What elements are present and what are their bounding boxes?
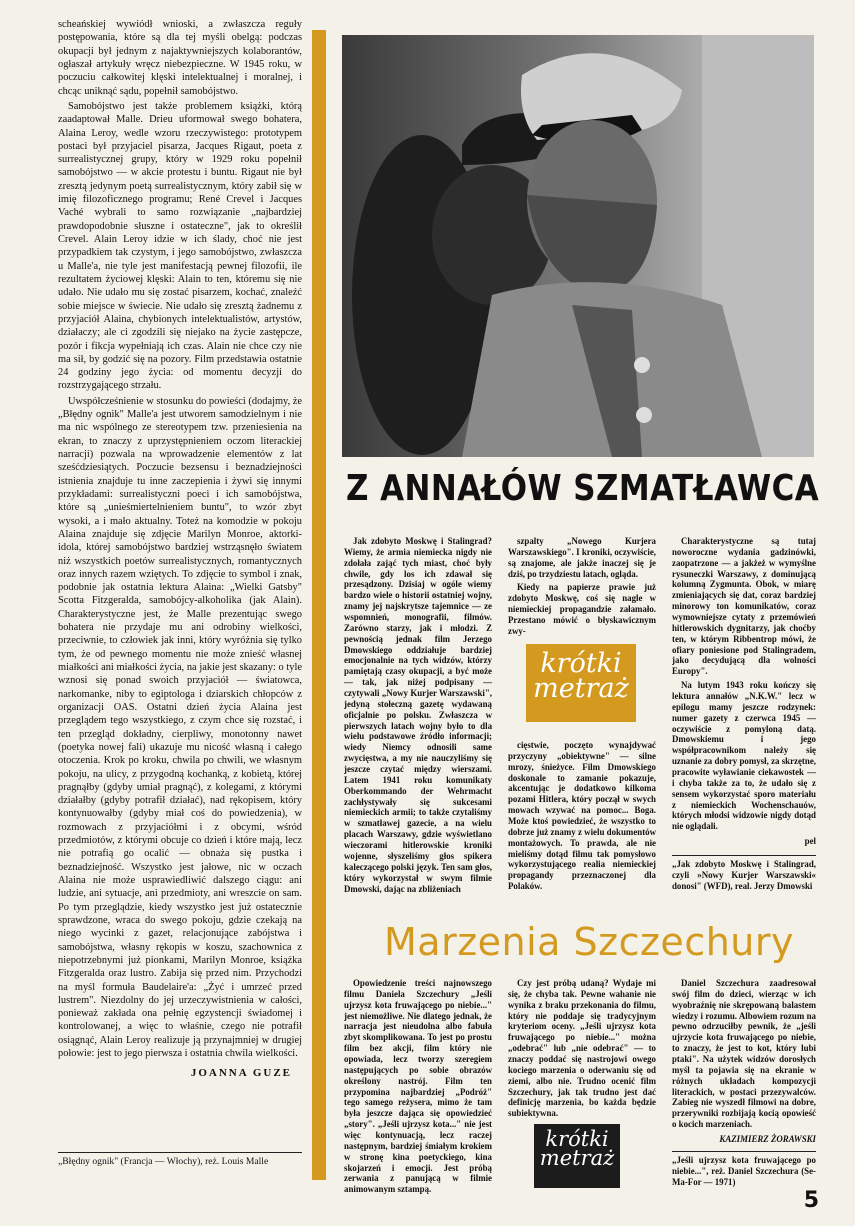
article-headline: Z ANNAŁÓW SZMATŁAWCA: [346, 468, 820, 509]
article1-column3: [672, 536, 816, 892]
short-film-badge: [526, 644, 636, 722]
paragraph: Daniel Szczechura zaadresował swój film do dzieci, wierząc w ich wyobraźnię nie skrępowaną balastem wiedzy i rozumu. Albowiem rozum na pewno odrzuciłby pewnik, że „jeśli ujrzycie kota fruwającego po niebie, to znaczy, że jest to kot, który lubi ptaki". Na użytek widzów dorosłych myśl ta pojawia się na ekranie w różnych układach kompozycji literackich, w postaci przezywalców. Zabieg nie wyszedł filmowi na dobre, przerywniki rozbijają kocią opowieść o kocich marzeniach.: [672, 978, 816, 1130]
paragraph: Na lutym 1943 roku kończy się lektura annałów „N.K.W." lecz w epilogu mamy jeszcze rodzynek: numer gazety z czerwca 1945 — oczywiście z pomyloną datą. Dmowskiemu i jego współpracownikom należy się uznanie za dobry pomysł, za skrzętne, pracowite wyławianie ciekawostek — i chyba także za to, że udało się z sensem wykorzystać sporo materiału z niemieckich Wochenschauów, których młodsi widzowie nigdy dotąd nie oglądali.: [672, 680, 816, 832]
left-article: [58, 18, 302, 1080]
paragraph: Charakterystyczne są tutaj noworoczne wydania gadzinówki, zaopatrzone — a jakżeż w wymyślne rysuneczki Warszawy, z dominującą kolumną Zygmunta. Obok, w miarę zmieniających się dat, coraz bardziej minorowy ton komunikatów, coraz wymowniejsze cytaty z przemówień hitlerowskich dygnitarzy, jak choćby ten, w którym Ribbentrop mówi, że ofiary poniesione pod Stalingradem, jako decydującą dla wolności Europy".: [672, 536, 816, 677]
badge-line: metraż: [539, 1146, 615, 1171]
article2-column2: [508, 978, 656, 1119]
officers-photo-graphic: [342, 35, 814, 457]
article1-column2-bottom: [508, 740, 656, 892]
paragraph: Opowiedzenie treści najnowszego filmu Daniela Szczechury „Jeśli ujrzysz kota fruwającego po niebie..." jest niemożliwe. Nie dlatego jednak, że narracja jest nieudolna albo fabuła zbyt skomplikowana. To jest po prostu film bez akcji, film który nie opowiada, lecz tworzy szeregiem następujących po sobie obrazów określony nastrój. Film ten przypomina najbardziej „Podróż" tego samego reżysera, mimo że tam była jeszcze dająca się opowiedzieć „story". „Jeśli ujrzysz kota..." nie jest więc kontynuacją, lecz raczej następnym, bardziej śmiałym krokiem w stronę kina poetyckiego, kina skojarzeń i emocji. Jest próbą zerwania z panującą w filmie animowanym sztampą.: [344, 978, 492, 1195]
short-film-badge: [534, 1124, 620, 1188]
article2-title: Marzenia Szczechury: [384, 920, 794, 964]
paragraph: cięstwie, poczęto wynajdywać przyczyny „obiektywne" — silne mrozy, śnieżyce. Film Dmowskiego doskonale to zamanie pokazuje, akcentując je dodatkowo kilkoma pozami Hitlera, który począł w swych mowach wzywać na pomoc... Boga. Może ktoś powiedzieć, że wszystko to dobrze już znamy z wielu dokumentów montażowych. To prawda, ale nie mieliśmy dotąd filmu tak pomysłowo wykorzystującego realia niemieckiej propagandy przeznaczonej dla Polaków.: [508, 740, 656, 892]
paragraph: Samobójstwo jest także problemem książki, którą zaadaptował Malle. Drieu uformował swego bohatera, Alaina Leroy, wedle wzoru rzeczywistego: prototypem postaci był przyjaciel pisarza, Jacques Rigaut, poeta z surrealistycznej grupy, który w 1929 roku popełnił samobójstwo — w akcie protestu i buntu. Rigaut nie był zresztą jedynym poetą surrealistycznym, który zabił się w imię filozoficznego programu; René Crevel i Jacques Vaché wybrali to samo rozwiązanie „najbardziej prawdopodobnie słuszne i ostateczne", jak to określił Crevel. Alain Leroy idzie w ich ślady, choć nie jest przypadkiem tak czystym, i jego samobójstwo, zwłaszcza u Malle'a, nie tyle jest manifestacją pewnej filozofii, ile rezultatem życiowej klęski: Alain to ten, któremu się nie udało. Nie udało mu się zostać pisarzem, kochać, znaleźć sobie miejsce w świecie. Nie udało się zresztą żadnemu z przyjaciół Alaina, chybionych intelektualistów, artystów, działaczy; ale ci zgodzili się niejako na życie zastępcze, pozór i fikcja wypełniają ich czas. Alain nie chce czy nie ma sił, by godzić się na pozory. Film przedstawia ostatnie 24 godziny jego życia: od momentu decyzji do rozstrzygającego strzału.: [58, 100, 302, 392]
paragraph: Uwspółcześnienie w stosunku do powieści (dodajmy, że „Błędny ognik" Malle'a jest utworem samodzielnym i nie ma nic wspólnego ze stereotypem tzw. przeniesienia na ekran, to znaczy z uprzystępnieniem oczom literackiej narracji) pozwala na wprowadzenie elementów z lat sześćdziesiątych. Poczucie bezsensu i beznadziejności istnienia znajduje tu inne zaczepienia i żywi się innymi przykładami: surrealistyczni poeci i ich samobójstwa, które są „unieśmiertelnieniem buntu", to wzór zbyt wysoki, a i mało aktualny. Toteż na komodzie w pokoju Alaina znajduje się zdjęcie Marilyn Monroe, aktorki-idola, której samobójstwo bardziej wstrząsnęło światem niż wszystkich poetów surrealistycznych, romantycznych oraz innych razem wziętych. To zdjęcie to symbol i znak, podobnie jak ostatnia lektura Alaina: „Wielki Gatsby" Scotta Fitzgeralda, samobójcy-alkoholika (jak Alain). Charakterystyczne jest, że Malle prezentując swego bohatera nie przydaje mu ani odrobiny wielkości, przeciwnie, to człowiek jak inni, który wyróżnia się tylko tym, że od pewnego momentu nie może znieść własnej miałkości ani miałkości życia, na jakie jest skazany: o tyle wznosi się ponad swoich przyjaciół — światowca, narkomanke, niby to egiptologa i dziarskich chłopców z organizacji OAS. Ostatni dzień życia Alaina jest przeglądem tego wszystkiego, z czym chce się rozstać, i ten przegląd dokładny, cierpliwy, monotonny nawet (poetyka nowej fali) ukazuje mu nicość własną i całego otoczenia. Krok po kroku, chwila po chwili, we własnym pokoju, na ulicy, z przygodną kochanką, z kobietą, której pragnąłby (gdyby umiał pragnąć), z kolegami, z którymi działałby (gdyby potrafił działać), nad rękopisem, który kontynuowałby (gdyby miał coś do powiedzenia), w rozmowach z przyjaciółmi i z obcymi, wśród przedmiotów, z którymi obcuje co dzień i które mają, lecz nie potrafią go ocalić — obnaża się pustka i beznadziejność. Wszystko jest jałowe, nic w oczach Alaina nie może usprawiedliwić dalszego ciągu: ani ludzie, ani sytuacje, ani przedmioty, ani wreszcie on sam. Po tym przeglądzie, kiedy wszystko jest już ostatecznie sprawdzone, wraca do swego pokoju, gdzie czekają na niego wycinki z gazet, relacjonujące zabójstwa i samobójstwa, własny rękopis w koszu, szachownica z niepotrzebnymi już pionkami, Marilyn Monroe, książka Fitzgeralda oraz lustro. Zabija się przed nim. Przychodzi na myśl formuła Baudelaire'a: „Żyć i umrzeć przed lustrem". Niezdolny do jej urzeczywistnienia w całości, ponieważ zakłada ona pełnię egzystencji świadomej i kontrolowanej, a więc to właśnie, czego nie potrafił osiągnąć, Alain Leroy realizuje ją przynajmniej w drugiej połowie: jest to jego pierwsza i ostatnia chwila wielkości.: [58, 395, 302, 1060]
paragraph: szpalty „Nowego Kurjera Warszawskiego". I kroniki, oczywiście, są znajome, ale jakże inaczej się je dziś, po trzydziestu latach, ogląda.: [508, 536, 656, 579]
author-signature: JOANNA GUZE: [190, 1067, 292, 1080]
article2-column1: [344, 978, 492, 1195]
film-caption: „Błędny ognik" (Francja — Włochy), reż. Louis Malle: [58, 1152, 302, 1167]
author-signature: pel: [804, 836, 816, 847]
paragraph: scheańskiej wywiódł wnioski, a zwłaszcza reguły postępowania, które są dla tej myśli obelgą: podczas okupacji był jednym z najaktywniejszych kolaborantów, ogłaszał artykuły wręcz niebezpieczne. W 1945 roku, w poczuciu całkowitej klęski intelektualnej i moralnej, i chcąc uniknąć sądu, popełnił samobójstwo.: [58, 19, 302, 97]
film-caption: „Jeśli ujrzysz kota fruwającego po niebie...", reż. Daniel Szczechura (Se-Ma-For — 1971): [672, 1151, 816, 1188]
article1-column2-top: [508, 536, 656, 637]
badge-line: krótki: [545, 1127, 609, 1151]
page-number: 5: [803, 1188, 819, 1213]
paragraph: Kiedy na papierze prawie już zdobyto Moskwę, coś się nagle w niemieckiej propagandzie załamało. Przestano mówić o błyskawicznym zwy-: [508, 582, 656, 636]
author-signature: KAZIMIERZ ŻORAWSKI: [719, 1134, 816, 1145]
badge-line: metraż: [533, 672, 629, 704]
article2-column3: [672, 978, 816, 1187]
article1-column1: [344, 536, 492, 894]
paragraph: Czy jest próbą udaną? Wydaje mi się, że chyba tak. Pewne wahanie nie wynika z braku przekonania do filmu, który nie poddaje się tradycyjnym kryteriom oceny. „Jeśli ujrzysz kota fruwającego po niebie..." można „odebrać" lub „nie odebrać" — to znaczy poddać się nastrojowi owego kociego marzenia o oderwaniu się od ziemi, albo nie. Trudno ocenić film Szczechury, jak tak trudno jest dać definicję marzenia, bo każda będzie subiektywna.: [508, 978, 656, 1119]
officers-photo: [342, 35, 814, 457]
gold-divider-bar: [312, 30, 326, 1180]
paragraph: Jak zdobyto Moskwę i Stalingrad? Wiemy, że armia niemiecka nigdy nie zdołała zająć tych miast, choć były chwile, gdy los ich zdawał się przesądzony. Dzisiaj w ogóle wiemy bardzo wiele o historii ostatniej wojny, znamy jej najskrytsze tajemnice — ze wspomnień, monografii, filmów. Zarówno starzy, jak i młodzi. Z pewnością jednak film Jerzego Dmowskiego oddziałuje bardziej emocjonalnie na tych widzów, którzy pamiętają czasy okupacji, a być może — tak, jak niżej podpisany — czytywali „Nowy Kurjer Warszawski", jedyną stołeczną gazetę wydawaną oficjalnie po polsku. Zwłaszcza w pierwszych latach wojny było to dla wielu podstawowe źródło informacji; wiedy Niemcy odnosili same zwycięstwa, a my nie nauczyliśmy się jeszcze czytać między wierszami. Latem 1941 roku komunikaty Oberkommando der Wehrmacht zachłystywały się sukcesami niemieckich armii; to także czytaliśmy w szmatławej gazecie, a na wielu placach Warszawy, gdzie wyświetlano wieczorami hitlerowskie kroniki wojenne, słyszeliśmy głos spikera kaleczącego polski język. Ten sam głos, który wykorzystał w swym filmie Dmowski, dając na zbliżeniach: [344, 536, 492, 894]
badge-line: krótki: [540, 648, 622, 679]
film-caption: „Jak zdobyto Moskwę i Stalingrad, czyli »Nowy Kurjer Warszawski« donosi" (WFD), real. Jerzy Dmowski: [672, 855, 816, 892]
